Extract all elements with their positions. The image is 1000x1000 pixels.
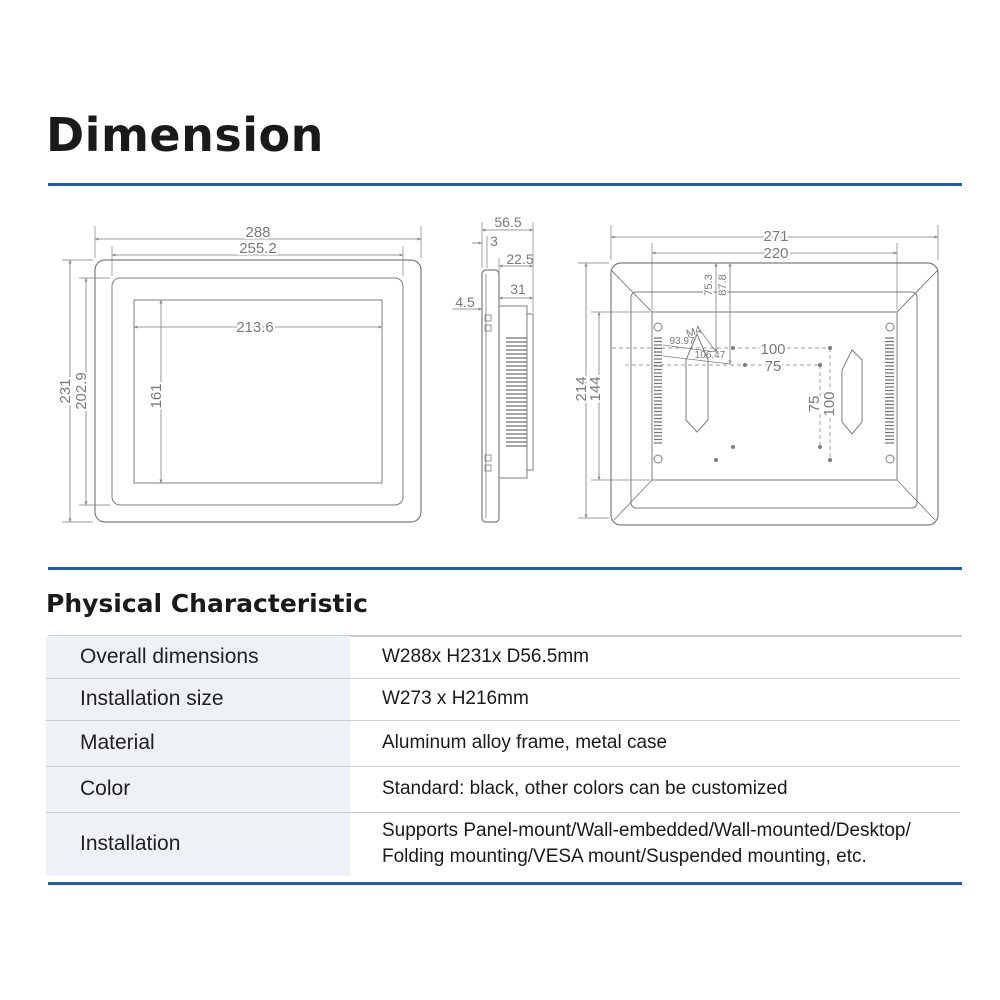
side-bracket-depth: 31 [510,281,526,297]
front-height-outer: 231 [57,378,74,404]
vesa-100-vertical: 100 [821,391,838,417]
screw-label: M4 [684,323,704,341]
spec-value-line-2: Folding mounting/VESA mount/Suspended mounting, etc. [382,846,867,868]
spec-value-line-1: Supports Panel-mount/Wall-embedded/Wall-mounted/Desktop/ [382,820,911,842]
screen-width: 213.6 [236,319,274,336]
spec-label: Overall dimensions [46,636,350,678]
table-bottom-rule [48,882,962,885]
offset-a: 75.3 [703,274,715,296]
back-vent-right [885,338,894,443]
spec-table [46,636,960,876]
spec-value: W273 x H216mm [350,678,960,720]
spec-label: Material [46,720,350,766]
table-row [46,720,960,766]
spec-value: Aluminum alloy frame, metal case [350,720,960,766]
title-divider [48,183,962,186]
back-view [578,225,938,525]
spec-value: W288x H231x D56.5mm [350,636,960,678]
dimension-drawing [0,200,1000,540]
spec-value [350,812,960,876]
table-row [46,812,960,876]
vesa-75-horizontal: 75 [764,358,782,375]
cutout-height: 214 [573,376,590,402]
spec-value: Standard: black, other colors can be customized [350,766,960,812]
mount-width: 220 [763,245,789,262]
section-title: Physical Characteristic [46,589,368,618]
screen-height: 161 [148,383,165,409]
page-title: Dimension [46,108,324,162]
mount-height: 144 [587,376,604,402]
spec-label: Installation size [46,678,350,720]
side-bezel-depth: 3 [490,233,498,249]
front-view [62,226,421,522]
section-divider [48,567,962,570]
vesa-100-horizontal: 100 [760,341,786,358]
side-depth: 56.5 [494,214,522,230]
side-view [452,222,533,522]
table-row [46,766,960,812]
side-body-depth: 22.5 [506,251,534,267]
vesa-75-vertical: 75 [806,395,823,413]
table-row [46,678,960,720]
front-width-inner: 255.2 [239,240,277,257]
cutout-width: 271 [763,228,789,245]
side-frame-thickness: 4.5 [455,294,475,310]
spec-label: Installation [46,812,350,876]
offset-b: 87.8 [717,274,729,296]
side-vent-fins [506,338,527,446]
front-width-outer: 288 [245,224,271,241]
offset-d: 106.47 [694,350,726,361]
offset-c: 93.97 [669,336,695,347]
spec-label: Color [46,766,350,812]
table-row [46,636,960,678]
back-vent-left [654,338,662,443]
front-height-inner: 202.9 [73,372,90,410]
